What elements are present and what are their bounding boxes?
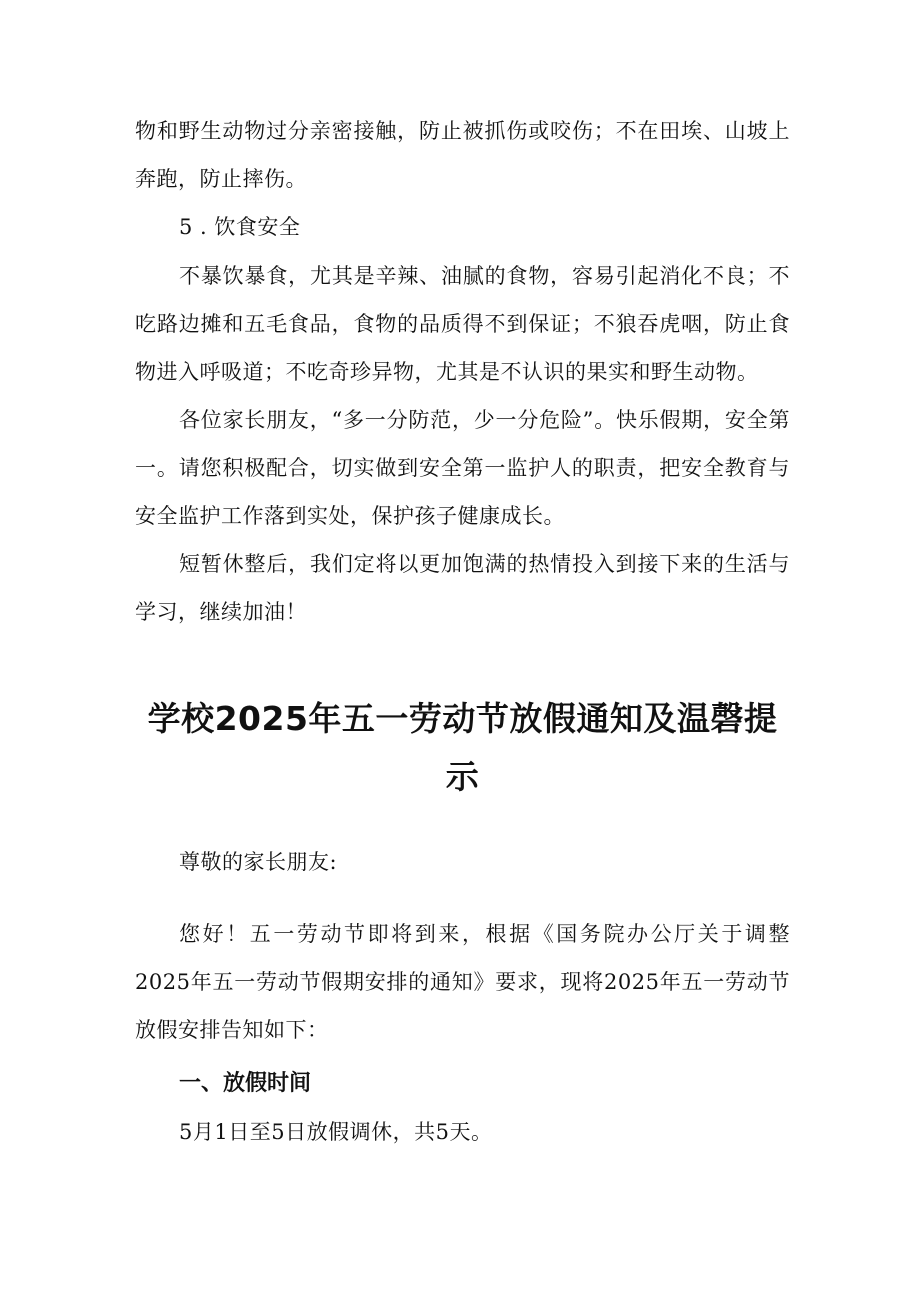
notice-title: 学校2025年五一劳动节放假通知及温磬提示 xyxy=(147,699,778,796)
salutation: 尊敬的家长朋友: xyxy=(179,850,338,874)
paragraph-intro: 您好！五一劳动节即将到来，根据《国务院办公厅关于调整2025年五一劳动节假期安排的通知》要求，现将2025年五一劳动节放假安排告知如下： xyxy=(135,922,790,1042)
section-heading-holiday-time: 一、放假时间 xyxy=(179,1071,312,1096)
paragraph-holiday-dates: 5月1日至5日放假调休，共5天。 xyxy=(179,1120,493,1144)
paragraph-wildlife-safety: 物和野生动物过分亲密接触，防止被抓伤或咬伤；不在田埃、山坡上奔跑，防止摔伤。 xyxy=(135,119,790,191)
paragraph-food-safety: 不暴饮暴食，尤其是辛辣、油腻的食物，容易引起消化不良；不吃路边摊和五毛食品，食物的品质得不到保证；不狼吞虎咽，防止食物进入呼吸道；不吃奇珍异物，尤其是不认识的果实和野生动物。 xyxy=(135,264,790,384)
paragraph-parents-appeal: 各位家长朋友，“多一分防范，少一分危险”。快乐假期，安全第一。请您积极配合，切实做到安全第一监护人的职责，把安全教育与安全监护工作落到实处，保护孩子健康成长。 xyxy=(135,408,790,528)
section-heading-food-safety: 5 . 饮食安全 xyxy=(179,215,301,239)
paragraph-closing: 短暂休整后，我们定将以更加饱满的热情投入到接下来的生活与学习，继续加油！ xyxy=(135,552,790,624)
